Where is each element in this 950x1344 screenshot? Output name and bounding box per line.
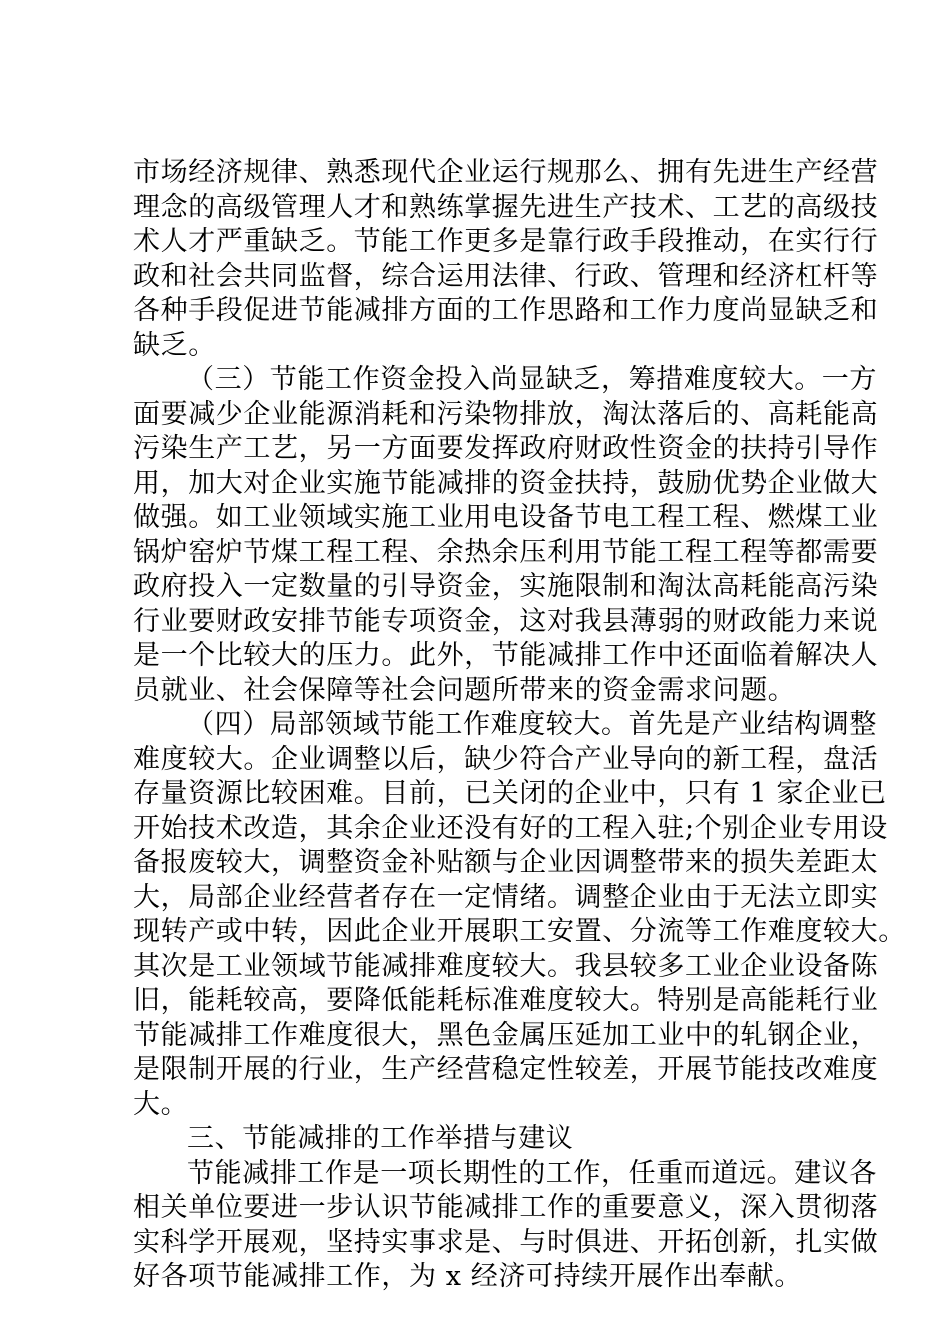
text-line: 做强。如工业领域实施工业用电设备节电工程工程、燃煤工业 xyxy=(133,502,879,533)
text-line: 相关单位要进一步认识节能减排工作的重要意义，深入贯彻落 xyxy=(133,1192,879,1223)
text-line: 政和社会共同监督，综合运用法律、行政、管理和经济杠杆等 xyxy=(133,260,879,292)
text-line: 三、节能减排的工作举措与建议 xyxy=(187,1123,574,1154)
text-line: 缺乏。 xyxy=(133,329,216,361)
document-body xyxy=(133,156,906,1295)
text-line: 市场经济规律、熟悉现代企业运行规那么、拥有先进生产经营 xyxy=(133,157,879,188)
text-line: 大。 xyxy=(133,1088,189,1120)
text-line: 节能减排工作难度很大，黑色金属压延加工业中的轧钢企业， xyxy=(133,1019,879,1051)
text-line: 存量资源比较困难。目前，已关闭的企业中，只有 1 家企业已 xyxy=(133,778,887,809)
text-line: 污染生产工艺，另一方面要发挥政府财政性资金的扶持引导作 xyxy=(133,433,879,464)
text-line: 用，加大对企业实施节能减排的资金扶持，鼓励优势企业做大 xyxy=(133,467,879,499)
text-line: 其次是工业领域节能减排难度较大。我县较多工业企业设备陈 xyxy=(133,950,879,982)
text-line: 锅炉窑炉节煤工程工程、余热余压利用节能工程工程等都需要 xyxy=(133,536,879,568)
text-line: 开始技术改造，其余企业还没有好的工程入驻;个别企业专用设 xyxy=(133,812,888,844)
text-line: （三）节能工作资金投入尚显缺乏，筹措难度较大。一方 xyxy=(187,364,877,395)
text-line: 员就业、社会保障等社会问题所带来的资金需求问题。 xyxy=(133,674,796,706)
text-line: 节能减排工作是一项长期性的工作，任重而道远。建议各 xyxy=(187,1157,877,1189)
text-line: 面要减少企业能源消耗和污染物排放，淘汰落后的、高耗能高 xyxy=(133,398,879,430)
text-line: 难度较大。企业调整以后，缺少符合产业导向的新工程，盘活 xyxy=(133,743,879,775)
text-line: 各种手段促进节能减排方面的工作思路和工作力度尚显缺乏和 xyxy=(133,295,879,326)
text-line: 理念的高级管理人才和熟练掌握先进生产技术、工艺的高级技 xyxy=(133,191,879,223)
text-line: 大，局部企业经营者存在一定情绪。调整企业由于无法立即实 xyxy=(133,881,879,913)
text-line: 实科学开展观，坚持实事求是、与时俱进、开拓创新，扎实做 xyxy=(133,1226,879,1258)
text-line: 术人才严重缺乏。节能工作更多是靠行政手段推动，在实行行 xyxy=(133,226,879,257)
text-line: （四）局部领域节能工作难度较大。首先是产业结构调整 xyxy=(187,709,877,740)
text-line: 旧，能耗较高，要降低能耗标准难度较大。特别是高能耗行业 xyxy=(133,985,879,1016)
text-line: 是一个比较大的压力。此外，节能减排工作中还面临着解决人 xyxy=(133,640,879,671)
text-line: 是限制开展的行业，生产经营稳定性较差，开展节能技改难度 xyxy=(133,1054,879,1085)
text-line: 好各项节能减排工作，为 x 经济可持续开展作出奉献。 xyxy=(133,1261,802,1292)
text-line: 政府投入一定数量的引导资金，实施限制和淘汰高耗能高污染 xyxy=(133,571,879,602)
text-line: 现转产或中转，因此企业开展职工安置、分流等工作难度较大。 xyxy=(133,916,906,947)
text-line: 行业要财政安排节能专项资金，这对我县薄弱的财政能力来说 xyxy=(133,605,879,637)
text-line: 备报废较大，调整资金补贴额与企业因调整带来的损失差距太 xyxy=(133,847,879,878)
